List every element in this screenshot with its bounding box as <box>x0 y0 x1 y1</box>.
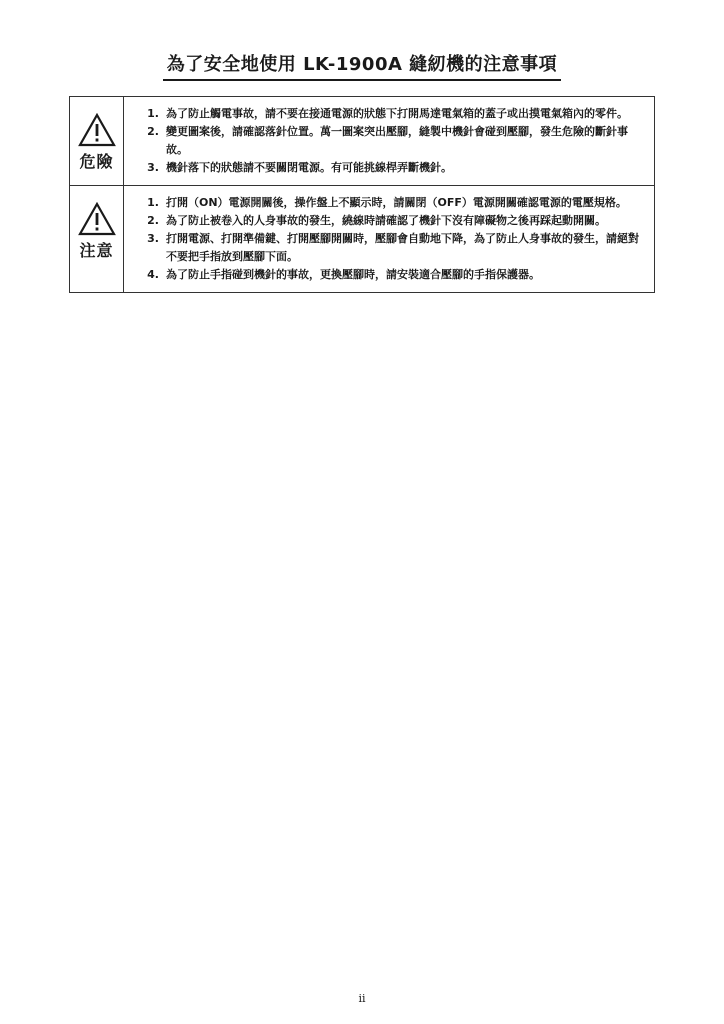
item-number: 4. <box>147 268 159 281</box>
item-text: 機針落下的狀態請不要關閉電源。有可能挑線桿弄斷機針。 <box>166 161 452 174</box>
danger-label-cell <box>70 97 124 185</box>
item-number: 2. <box>147 214 159 227</box>
item-text: 變更圖案後，請確認落針位置。萬一圖案突出壓腳，縫製中機針會碰到壓腳，發生危險的斷針事故。 <box>166 125 628 156</box>
list-item <box>124 159 646 177</box>
caution-items-list <box>124 186 654 292</box>
list-item <box>124 212 646 230</box>
danger-section <box>70 97 654 185</box>
caution-label-cell <box>70 186 124 292</box>
page-number: ii <box>358 992 366 1005</box>
item-number: 1. <box>147 196 159 209</box>
list-item <box>124 123 646 159</box>
list-item <box>124 194 646 212</box>
item-text: 打開電源、打開準備鍵、打開壓腳開關時，壓腳會自動地下降，為了防止人身事故的發生，請絕對不要把手指放到壓腳下面。 <box>166 232 639 263</box>
warning-triangle-icon <box>78 202 116 236</box>
item-text: 為了防止手指碰到機針的事故，更換壓腳時，請安裝適合壓腳的手指保護器。 <box>166 268 540 281</box>
caution-label: 注意 <box>79 241 114 260</box>
item-text: 為了防止被卷入的人身事故的發生，繞線時請確認了機針下沒有障礙物之後再踩起動開關。 <box>166 214 606 227</box>
list-item <box>124 230 646 266</box>
item-number: 1. <box>147 107 159 120</box>
list-item <box>124 266 646 284</box>
caution-section <box>70 185 654 292</box>
safety-notice-table <box>69 96 655 293</box>
page-title <box>0 50 724 81</box>
danger-label: 危險 <box>79 152 114 171</box>
item-number: 3. <box>147 161 159 174</box>
item-number: 2. <box>147 125 159 138</box>
warning-triangle-icon <box>78 113 116 147</box>
list-item <box>124 105 646 123</box>
item-number: 3. <box>147 232 159 245</box>
item-text: 打開（ON）電源開關後，操作盤上不顯示時，請關閉（OFF）電源開關確認電源的電壓規格。 <box>166 196 627 209</box>
danger-items-list <box>124 97 654 185</box>
item-text: 為了防止觸電事故，請不要在接通電源的狀態下打開馬達電氣箱的蓋子或出摸電氣箱內的零件。 <box>166 107 628 120</box>
page-title-text: 為了安全地使用 LK-1900A 縫紉機的注意事項 <box>163 50 561 81</box>
